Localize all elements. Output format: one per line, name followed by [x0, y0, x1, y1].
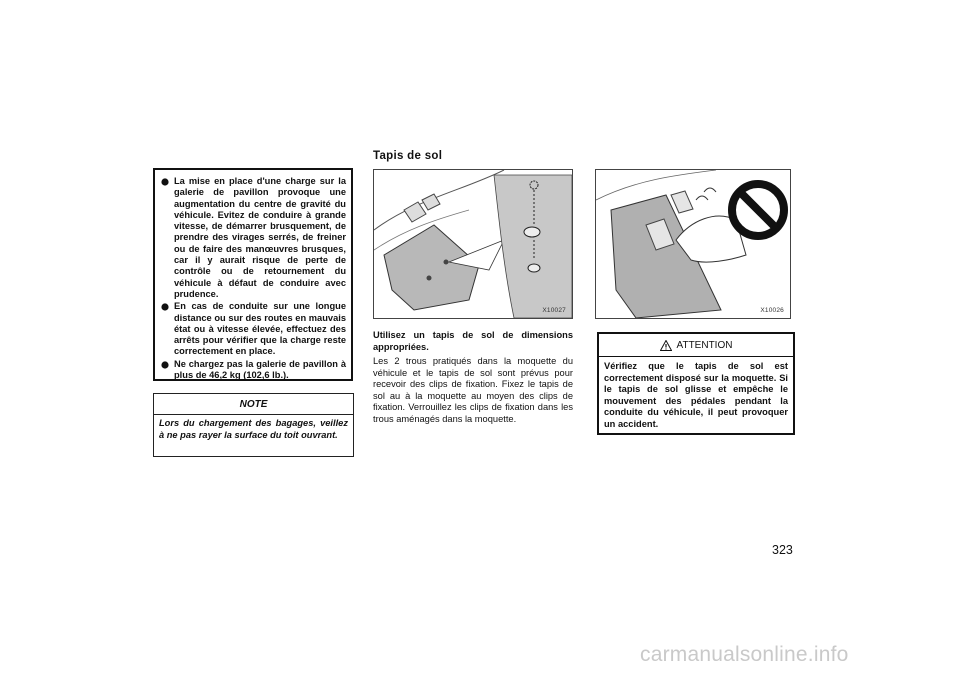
bullet-icon	[161, 361, 169, 369]
attention-body: Vérifiez que le tapis de sol est correctement disposé sur la moquette. Si le tapis de sol glisse et empêche le mouvement des pédales pendant la conduite du véhicule, il peut provoquer un accident.	[604, 361, 788, 429]
caution-item: Ne chargez pas la galerie de pavillon à plus de 46,2 kg (102,6 lb.).	[161, 359, 346, 382]
caution-item: En cas de conduite sur une longue distance ou sur des routes en mauvais état ou à vitesse élevée, effectuez des arrêts pour vérifier que la charge reste correctement en place.	[161, 301, 346, 357]
attention-header	[599, 334, 793, 357]
figure-code: X10026	[760, 307, 784, 314]
intro-bold-text: Utilisez un tapis de sol de dimensions appropriées.	[373, 330, 573, 352]
bullet-icon	[161, 303, 169, 311]
note-box	[153, 393, 354, 457]
caution-list	[161, 176, 346, 381]
attention-title: ATTENTION	[676, 339, 733, 351]
floor-mat-clip-drawing	[374, 170, 572, 318]
mat-slipping-illustration	[595, 169, 791, 319]
page-number: 323	[772, 543, 793, 557]
body-text: Les 2 trous pratiqués dans la moquette du véhicule et le tapis de sol sont prévus pour recevoir des clips de fixation. Fixez le tapis de sol au à la moquette au moyen des clips de fixation. Verrouillez les clips de fixation dans les trous aménagés dans la moquette.	[373, 356, 573, 424]
caution-item: La mise en place d'une charge sur la galerie de pavillon provoque une augmentation du centre de gravité du véhicule. Evitez de conduire à grande vitesse, de démarrer brusquement, de prendre des virages serrés, de freiner ou de faire des manœuvres brusques, car il y aurait risque de perte de contrôle ou de retournement du véhicule à défaut de conduire avec prudence.	[161, 176, 346, 300]
warning-triangle-icon	[660, 340, 672, 351]
section-title: Tapis de sol	[373, 150, 443, 162]
attention-box	[597, 332, 795, 435]
mat-slipping-drawing	[596, 170, 790, 318]
caution-box	[153, 168, 353, 381]
floor-mat-clip-illustration	[373, 169, 573, 319]
bullet-icon	[161, 178, 169, 186]
figure-code: X10027	[542, 307, 566, 314]
watermark: carmanualsonline.info	[640, 643, 849, 666]
note-title: NOTE	[154, 394, 353, 415]
note-body: Lors du chargement des bagages, veillez à ne pas rayer la surface du toit ouvrant.	[159, 418, 348, 440]
